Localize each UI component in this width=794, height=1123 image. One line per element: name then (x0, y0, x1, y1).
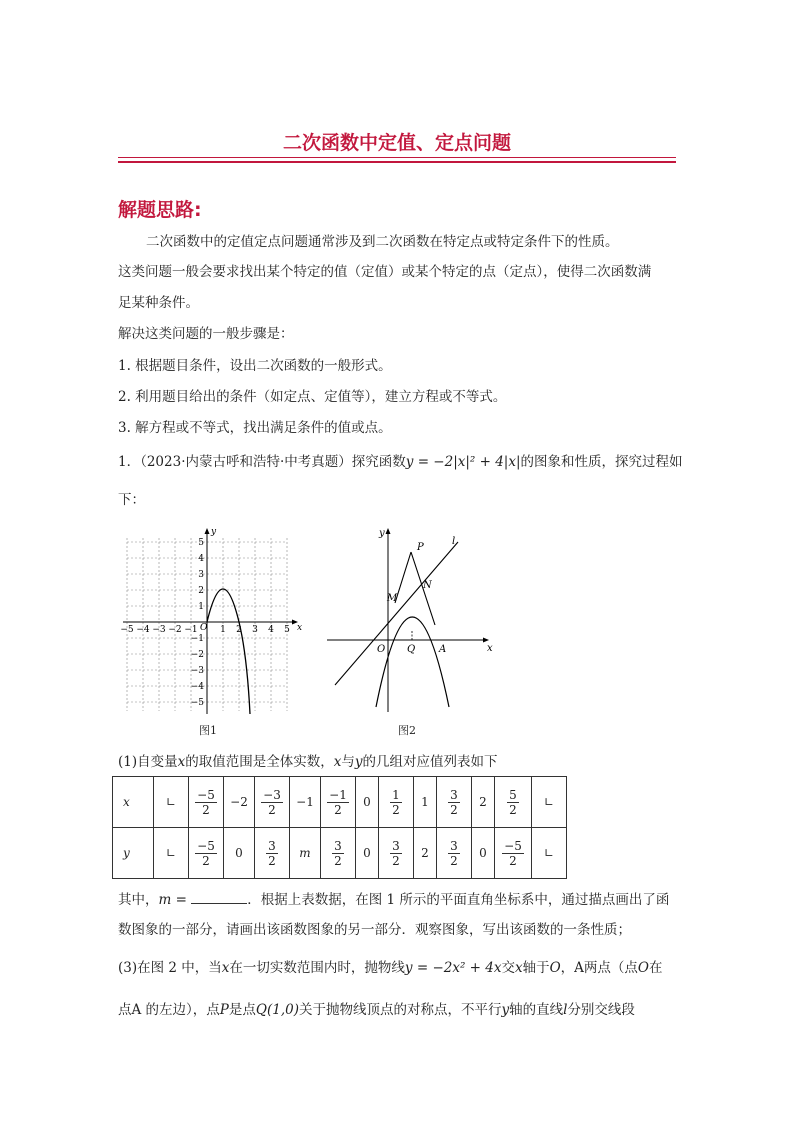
section-heading: 解题思路: (118, 199, 202, 221)
x-tick: −3 (152, 625, 166, 635)
var-y: y (354, 754, 363, 770)
table-cell: $\frac{3}{2}$ (437, 777, 472, 828)
table-cell: $\frac{3}{2}$ (321, 828, 356, 879)
part1-mid1: 的取值范围是全体实数， (185, 754, 334, 770)
y-tick: −1 (190, 634, 204, 644)
table-cell: $\frac{3}{2}$ (437, 828, 472, 879)
y-tick: −3 (190, 666, 204, 676)
table-cell: ∟ (532, 777, 567, 828)
table-row-x (113, 777, 567, 828)
table-header-x: x (113, 777, 154, 828)
var-x2: x (333, 754, 342, 770)
fig1-origin: O (200, 623, 208, 633)
after-table-line-1: 其中，m = ．根据上表数据，在图 1 所示的平面直角坐标系中，通过描点画出了函 (118, 892, 670, 908)
table-cell: $\frac{3}{2}$ (255, 828, 290, 879)
intro-paragraph-1: 二次函数中的定值定点问题通常涉及到二次函数在特定点或特定条件下的性质。 (146, 234, 619, 250)
part1-mid2: 与 (341, 754, 355, 770)
y-tick: 1 (198, 602, 204, 612)
fig2-x-label: x (487, 643, 493, 654)
step-1: 1. 根据题目条件，设出二次函数的一般形式。 (118, 358, 392, 374)
line-l-label: l (452, 536, 456, 547)
table-cell: 0 (472, 828, 495, 879)
y-axis-arrow (205, 528, 210, 534)
var-x: x (221, 960, 230, 976)
segment-mp (395, 552, 411, 603)
table-cell: $\frac{1}{2}$ (379, 777, 414, 828)
problem-formula: y = −2|x|² + 4|x| (405, 454, 521, 470)
x-tick: 1 (220, 625, 226, 635)
table-cell: $\frac{-5}{2}$ (189, 777, 224, 828)
x-tick: −1 (184, 625, 198, 635)
intro-paragraph-2b: 足某种条件。 (118, 295, 199, 311)
part1-prefix: (1)自变量 (118, 754, 178, 770)
table-cell: ∟ (532, 828, 567, 879)
table-cell: $\frac{-5}{2}$ (189, 828, 224, 879)
p3-l2-mid2: 关于抛物线顶点的对称点，不平行 (298, 1002, 502, 1018)
point-p-label: P (417, 542, 424, 553)
p3-formula: y = −2x² + 4x (404, 960, 502, 976)
table-cell: m (290, 828, 321, 879)
p3-prefix: (3)在图 2 中，当 (118, 960, 222, 976)
var-x: x (514, 960, 523, 976)
title-rule-thick (118, 161, 676, 163)
fig2-y-label: y (379, 528, 385, 539)
x-tick: 2 (236, 625, 242, 635)
x-tick: 4 (268, 625, 274, 635)
point-q-label: Q (407, 644, 416, 655)
parabola (376, 617, 449, 707)
part3-line-1 (118, 958, 663, 978)
value-table (112, 776, 567, 879)
x-tick: −5 (120, 625, 134, 635)
function-curve (207, 589, 250, 714)
x-tick: 5 (284, 625, 290, 635)
intro-paragraph-3: 解决这类问题的一般步骤是： (118, 326, 294, 342)
table-cell: −1 (290, 777, 321, 828)
table-cell: ∟ (154, 828, 189, 879)
figure-1-caption: 图1 (199, 724, 217, 737)
table-cell: $\frac{-3}{2}$ (255, 777, 290, 828)
table-cell: $\frac{-1}{2}$ (321, 777, 356, 828)
x-tick: 3 (252, 625, 258, 635)
problem-line-2: 下： (118, 492, 145, 508)
point-o: O (637, 960, 649, 976)
figure-2-graph (325, 522, 495, 717)
point-o: O (549, 960, 561, 976)
var-m: m (158, 892, 172, 908)
after-table-line-2: 数图象的一部分，请画出该函数图象的另一部分．观察图象，写出该函数的一条性质； (118, 922, 631, 938)
table-row-y (113, 828, 567, 879)
table-cell: 0 (224, 828, 255, 879)
answer-blank[interactable] (191, 903, 247, 904)
y-axis-arrow (386, 528, 391, 534)
line1-prefix: 其中， (118, 892, 159, 908)
step-2: 2. 利用题目给出的条件（如定点、定值等），建立方程或不等式。 (118, 389, 507, 405)
title-rule-thin (118, 157, 676, 158)
table-cell: 2 (472, 777, 495, 828)
figure-2-caption: 图2 (398, 724, 416, 737)
table-cell: 1 (414, 777, 437, 828)
table-cell: $\frac{-5}{2}$ (495, 828, 532, 879)
p3-mid2: 交 (501, 960, 515, 976)
problem-suffix: 的图象和性质，探究过程如 (520, 454, 683, 470)
intro-paragraph-2a: 这类问题一般会要求找出某个特定的值（定值）或某个特定的点（定点），使得二次函数满 (118, 264, 652, 280)
y-tick: 4 (198, 554, 204, 564)
p3-l2-prefix: 点A 的左边），点 (118, 1002, 220, 1018)
y-tick: 2 (198, 586, 204, 596)
point-m-label: M (387, 593, 398, 604)
table-cell: −2 (224, 777, 255, 828)
var-y: y (501, 1002, 510, 1018)
y-tick: −2 (190, 650, 204, 660)
p3-l2-mid3: 轴的直线 (509, 1002, 564, 1018)
table-cell: ∟ (154, 777, 189, 828)
p3-l2-mid1: 是点 (228, 1002, 256, 1018)
p3-end: 在 (649, 960, 663, 976)
line1-suffix: ．根据上表数据，在图 1 所示的平面直角坐标系中，通过描点画出了函 (247, 892, 670, 908)
point-o-label: O (377, 644, 386, 655)
table-cell: 0 (356, 828, 379, 879)
y-tick: 3 (198, 570, 204, 580)
point-p: P (219, 1002, 229, 1018)
point-n-label: N (423, 580, 432, 591)
var-x: x (177, 754, 186, 770)
p3-suffix: ，A两点（点 (560, 960, 638, 976)
y-tick: −4 (190, 682, 204, 692)
fig1-x-label: x (297, 623, 303, 633)
problem-prefix: 1．（2023·内蒙古呼和浩特·中考真题）探究函数 (118, 454, 406, 470)
y-tick: 5 (198, 538, 204, 548)
x-axis-arrow (483, 638, 489, 643)
part1-suffix: 的几组对应值列表如下 (362, 754, 498, 770)
table-cell: $\frac{3}{2}$ (379, 828, 414, 879)
table-cell: 0 (356, 777, 379, 828)
page-title: 二次函数中定值、定点问题 (282, 132, 511, 154)
step-3: 3. 解方程或不等式，找出满足条件的值或点。 (118, 420, 392, 436)
p3-mid1: 在一切实数范围内时，抛物线 (229, 960, 405, 976)
x-tick: −4 (136, 625, 150, 635)
point-a-label: A (439, 644, 447, 655)
figure-1-graph (118, 525, 303, 717)
problem-line-1 (118, 452, 683, 472)
p3-l2-suffix: 分别交线段 (567, 1002, 635, 1018)
x-tick: −2 (168, 625, 182, 635)
table-cell: $\frac{5}{2}$ (495, 777, 532, 828)
line-l (335, 542, 458, 685)
p3-mid3: 轴于 (522, 960, 550, 976)
table-cell: 2 (414, 828, 437, 879)
fig1-y-label: y (211, 527, 217, 537)
part3-line-2 (118, 1000, 635, 1020)
point-q: Q(1,0) (255, 1002, 299, 1018)
line-l: l (563, 1002, 568, 1018)
y-tick: −5 (190, 698, 204, 708)
part1-line (118, 752, 498, 772)
table-header-y: y (113, 828, 154, 879)
